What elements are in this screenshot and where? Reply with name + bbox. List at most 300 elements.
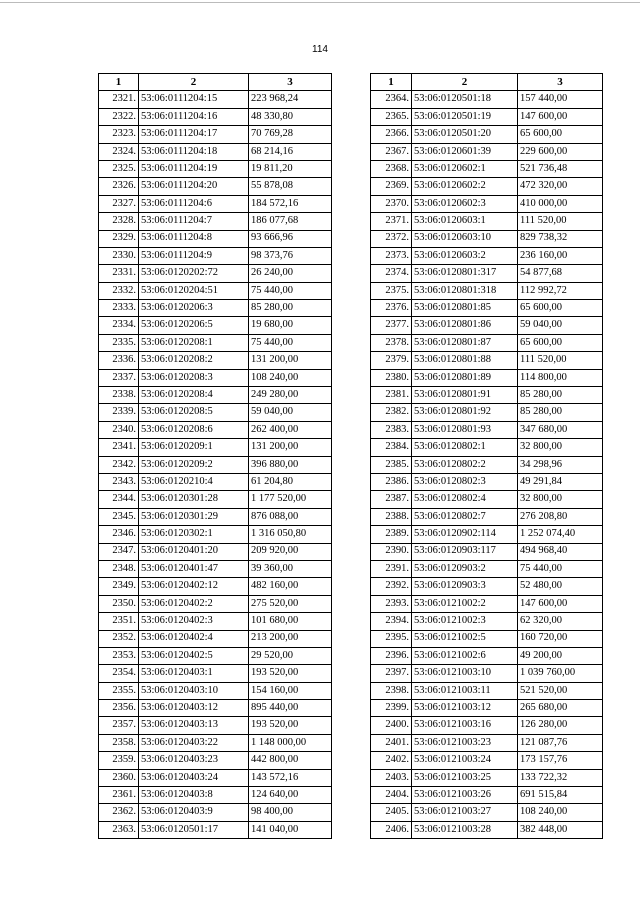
table-row xyxy=(99,473,332,490)
cell-value: 186 077,68 xyxy=(249,213,332,230)
cell-cadastral-number: 53:06:0120301:29 xyxy=(139,508,249,525)
cell-row-number: 2337. xyxy=(99,369,139,386)
cell-row-number: 2343. xyxy=(99,473,139,490)
cell-row-number: 2360. xyxy=(99,769,139,786)
cell-cadastral-number: 53:06:0120208:1 xyxy=(139,334,249,351)
table-row xyxy=(99,108,332,125)
cell-cadastral-number: 53:06:0120209:2 xyxy=(139,456,249,473)
table-row xyxy=(371,213,603,230)
table-row xyxy=(99,282,332,299)
cell-value: 275 520,00 xyxy=(249,595,332,612)
cell-value: 98 373,76 xyxy=(249,247,332,264)
table-row xyxy=(371,178,603,195)
cell-value: 193 520,00 xyxy=(249,717,332,734)
cell-cadastral-number: 53:06:0120401:20 xyxy=(139,543,249,560)
cell-value: 111 520,00 xyxy=(518,213,603,230)
table-body-right xyxy=(371,91,603,839)
cell-row-number: 2368. xyxy=(371,160,412,177)
cell-row-number: 2370. xyxy=(371,195,412,212)
cell-row-number: 2383. xyxy=(371,421,412,438)
cell-value: 101 680,00 xyxy=(249,613,332,630)
cell-cadastral-number: 53:06:0120603:2 xyxy=(412,247,518,264)
cell-cadastral-number: 53:06:0120208:3 xyxy=(139,369,249,386)
cell-row-number: 2395. xyxy=(371,630,412,647)
cell-value: 121 087,76 xyxy=(518,734,603,751)
cell-row-number: 2390. xyxy=(371,543,412,560)
cell-row-number: 2362. xyxy=(99,804,139,821)
cell-cadastral-number: 53:06:0120403:13 xyxy=(139,717,249,734)
cell-row-number: 2354. xyxy=(99,665,139,682)
cell-value: 895 440,00 xyxy=(249,700,332,717)
cell-cadastral-number: 53:06:0120801:88 xyxy=(412,352,518,369)
cell-row-number: 2406. xyxy=(371,821,412,838)
cell-cadastral-number: 53:06:0120501:20 xyxy=(412,126,518,143)
cell-row-number: 2365. xyxy=(371,108,412,125)
cell-cadastral-number: 53:06:0121003:26 xyxy=(412,787,518,804)
cell-row-number: 2378. xyxy=(371,334,412,351)
table-row xyxy=(99,369,332,386)
cell-row-number: 2385. xyxy=(371,456,412,473)
cell-cadastral-number: 53:06:0111204:17 xyxy=(139,126,249,143)
cell-row-number: 2401. xyxy=(371,734,412,751)
cell-cadastral-number: 53:06:0120501:18 xyxy=(412,91,518,108)
cell-value: 173 157,76 xyxy=(518,752,603,769)
table-row xyxy=(371,282,603,299)
table-row xyxy=(99,352,332,369)
table-row xyxy=(99,769,332,786)
register-table-right xyxy=(370,73,603,839)
cell-row-number: 2384. xyxy=(371,439,412,456)
table-row xyxy=(99,560,332,577)
cell-row-number: 2404. xyxy=(371,787,412,804)
cell-row-number: 2394. xyxy=(371,613,412,630)
cell-value: 68 214,16 xyxy=(249,143,332,160)
cell-value: 193 520,00 xyxy=(249,665,332,682)
table-row xyxy=(99,213,332,230)
cell-value: 85 280,00 xyxy=(518,404,603,421)
table-row xyxy=(371,769,603,786)
cell-row-number: 2387. xyxy=(371,491,412,508)
cell-row-number: 2386. xyxy=(371,473,412,490)
cell-value: 75 440,00 xyxy=(518,560,603,577)
cell-row-number: 2328. xyxy=(99,213,139,230)
cell-cadastral-number: 53:06:0120501:17 xyxy=(139,821,249,838)
cell-value: 65 600,00 xyxy=(518,126,603,143)
table-row xyxy=(371,404,603,421)
table-row xyxy=(99,647,332,664)
table-row xyxy=(371,752,603,769)
cell-cadastral-number: 53:06:0120403:1 xyxy=(139,665,249,682)
cell-value: 347 680,00 xyxy=(518,421,603,438)
cell-cadastral-number: 53:06:0120602:2 xyxy=(412,178,518,195)
cell-cadastral-number: 53:06:0120401:47 xyxy=(139,560,249,577)
cell-row-number: 2388. xyxy=(371,508,412,525)
cell-cadastral-number: 53:06:0121003:10 xyxy=(412,665,518,682)
table-row xyxy=(371,804,603,821)
cell-row-number: 2405. xyxy=(371,804,412,821)
cell-value: 147 600,00 xyxy=(518,108,603,125)
table-row xyxy=(371,595,603,612)
table-row xyxy=(371,352,603,369)
cell-row-number: 2331. xyxy=(99,265,139,282)
cell-cadastral-number: 53:06:0120301:28 xyxy=(139,491,249,508)
cell-value: 157 440,00 xyxy=(518,91,603,108)
cell-cadastral-number: 53:06:0120403:24 xyxy=(139,769,249,786)
table-row xyxy=(371,265,603,282)
cell-cadastral-number: 53:06:0120801:93 xyxy=(412,421,518,438)
cell-row-number: 2341. xyxy=(99,439,139,456)
cell-value: 93 666,96 xyxy=(249,230,332,247)
cell-value: 184 572,16 xyxy=(249,195,332,212)
cell-cadastral-number: 53:06:0120403:8 xyxy=(139,787,249,804)
table-row xyxy=(371,526,603,543)
cell-value: 19 811,20 xyxy=(249,160,332,177)
cell-cadastral-number: 53:06:0120202:72 xyxy=(139,265,249,282)
cell-row-number: 2363. xyxy=(99,821,139,838)
table-row xyxy=(99,543,332,560)
cell-row-number: 2381. xyxy=(371,387,412,404)
header-col-cadastral: 2 xyxy=(412,74,518,91)
table-row xyxy=(371,560,603,577)
cell-cadastral-number: 53:06:0120208:2 xyxy=(139,352,249,369)
cell-value: 691 515,84 xyxy=(518,787,603,804)
cell-value: 521 520,00 xyxy=(518,682,603,699)
header-col-value: 3 xyxy=(518,74,603,91)
table-row xyxy=(99,160,332,177)
header-col-cadastral: 2 xyxy=(139,74,249,91)
cell-value: 49 200,00 xyxy=(518,647,603,664)
table-row xyxy=(371,108,603,125)
header-row xyxy=(99,74,332,91)
cell-row-number: 2338. xyxy=(99,387,139,404)
cell-cadastral-number: 53:06:0120403:12 xyxy=(139,700,249,717)
cell-value: 265 680,00 xyxy=(518,700,603,717)
cell-cadastral-number: 53:06:0120601:39 xyxy=(412,143,518,160)
table-row xyxy=(99,300,332,317)
table-row xyxy=(371,456,603,473)
cell-value: 160 720,00 xyxy=(518,630,603,647)
table-row xyxy=(99,265,332,282)
cell-cadastral-number: 53:06:0120903:3 xyxy=(412,578,518,595)
table-row xyxy=(371,317,603,334)
cell-value: 131 200,00 xyxy=(249,352,332,369)
table-row xyxy=(371,543,603,560)
cell-value: 876 088,00 xyxy=(249,508,332,525)
table-row xyxy=(371,421,603,438)
cell-value: 108 240,00 xyxy=(518,804,603,821)
table-row xyxy=(99,630,332,647)
cell-value: 59 040,00 xyxy=(518,317,603,334)
table-row xyxy=(99,456,332,473)
cell-value: 472 320,00 xyxy=(518,178,603,195)
cell-cadastral-number: 53:06:0120403:22 xyxy=(139,734,249,751)
cell-row-number: 2399. xyxy=(371,700,412,717)
table-row xyxy=(371,491,603,508)
cell-value: 75 440,00 xyxy=(249,282,332,299)
cell-value: 236 160,00 xyxy=(518,247,603,264)
cell-cadastral-number: 53:06:0120903:2 xyxy=(412,560,518,577)
cell-value: 829 738,32 xyxy=(518,230,603,247)
cell-cadastral-number: 53:06:0121003:12 xyxy=(412,700,518,717)
table-row xyxy=(99,700,332,717)
cell-cadastral-number: 53:06:0120801:317 xyxy=(412,265,518,282)
cell-value: 1 252 074,40 xyxy=(518,526,603,543)
register-table-left xyxy=(98,73,332,839)
table-row xyxy=(371,160,603,177)
cell-row-number: 2358. xyxy=(99,734,139,751)
cell-value: 143 572,16 xyxy=(249,769,332,786)
table-row xyxy=(371,647,603,664)
cell-row-number: 2376. xyxy=(371,300,412,317)
cell-row-number: 2347. xyxy=(99,543,139,560)
table-row xyxy=(99,787,332,804)
cell-cadastral-number: 53:06:0111204:9 xyxy=(139,247,249,264)
table-row xyxy=(371,682,603,699)
cell-value: 521 736,48 xyxy=(518,160,603,177)
cell-row-number: 2396. xyxy=(371,647,412,664)
cell-row-number: 2382. xyxy=(371,404,412,421)
cell-row-number: 2364. xyxy=(371,91,412,108)
table-row xyxy=(99,247,332,264)
cell-value: 382 448,00 xyxy=(518,821,603,838)
cell-row-number: 2375. xyxy=(371,282,412,299)
cell-value: 114 800,00 xyxy=(518,369,603,386)
cell-value: 141 040,00 xyxy=(249,821,332,838)
cell-cadastral-number: 53:06:0121003:25 xyxy=(412,769,518,786)
table-row xyxy=(371,787,603,804)
table-row xyxy=(371,734,603,751)
cell-value: 442 800,00 xyxy=(249,752,332,769)
cell-value: 61 204,80 xyxy=(249,473,332,490)
cell-value: 112 992,72 xyxy=(518,282,603,299)
table-row xyxy=(371,126,603,143)
cell-cadastral-number: 53:06:0120208:4 xyxy=(139,387,249,404)
table-row xyxy=(99,665,332,682)
cell-value: 98 400,00 xyxy=(249,804,332,821)
cell-value: 213 200,00 xyxy=(249,630,332,647)
scan-edge-line xyxy=(0,2,640,3)
cell-cadastral-number: 53:06:0121002:5 xyxy=(412,630,518,647)
cell-row-number: 2349. xyxy=(99,578,139,595)
table-row xyxy=(99,91,332,108)
table-row xyxy=(99,439,332,456)
cell-value: 482 160,00 xyxy=(249,578,332,595)
table-row xyxy=(99,404,332,421)
cell-value: 124 640,00 xyxy=(249,787,332,804)
cell-row-number: 2355. xyxy=(99,682,139,699)
table-row xyxy=(371,195,603,212)
cell-row-number: 2356. xyxy=(99,700,139,717)
cell-row-number: 2369. xyxy=(371,178,412,195)
cell-cadastral-number: 53:06:0120801:86 xyxy=(412,317,518,334)
cell-row-number: 2335. xyxy=(99,334,139,351)
cell-cadastral-number: 53:06:0120204:51 xyxy=(139,282,249,299)
cell-row-number: 2380. xyxy=(371,369,412,386)
table-row xyxy=(99,526,332,543)
cell-cadastral-number: 53:06:0120403:9 xyxy=(139,804,249,821)
cell-value: 26 240,00 xyxy=(249,265,332,282)
cell-value: 276 208,80 xyxy=(518,508,603,525)
cell-row-number: 2389. xyxy=(371,526,412,543)
cell-value: 49 291,84 xyxy=(518,473,603,490)
cell-value: 70 769,28 xyxy=(249,126,332,143)
table-row xyxy=(99,734,332,751)
cell-cadastral-number: 53:06:0120403:23 xyxy=(139,752,249,769)
cell-value: 133 722,32 xyxy=(518,769,603,786)
cell-row-number: 2324. xyxy=(99,143,139,160)
cell-cadastral-number: 53:06:0120602:3 xyxy=(412,195,518,212)
cell-row-number: 2353. xyxy=(99,647,139,664)
table-row xyxy=(99,752,332,769)
cell-cadastral-number: 53:06:0111204:16 xyxy=(139,108,249,125)
cell-value: 154 160,00 xyxy=(249,682,332,699)
cell-value: 85 280,00 xyxy=(249,300,332,317)
table-row xyxy=(99,387,332,404)
table-row xyxy=(99,578,332,595)
table-row xyxy=(371,230,603,247)
cell-row-number: 2392. xyxy=(371,578,412,595)
table-row xyxy=(371,578,603,595)
table-row xyxy=(371,439,603,456)
cell-cadastral-number: 53:06:0120903:117 xyxy=(412,543,518,560)
table-row xyxy=(99,682,332,699)
cell-value: 494 968,40 xyxy=(518,543,603,560)
cell-cadastral-number: 53:06:0120302:1 xyxy=(139,526,249,543)
cell-cadastral-number: 53:06:0121003:28 xyxy=(412,821,518,838)
cell-cadastral-number: 53:06:0120801:87 xyxy=(412,334,518,351)
cell-row-number: 2373. xyxy=(371,247,412,264)
cell-value: 85 280,00 xyxy=(518,387,603,404)
cell-cadastral-number: 53:06:0121003:27 xyxy=(412,804,518,821)
cell-cadastral-number: 53:06:0120802:3 xyxy=(412,473,518,490)
cell-value: 410 000,00 xyxy=(518,195,603,212)
cell-row-number: 2391. xyxy=(371,560,412,577)
cell-cadastral-number: 53:06:0120603:1 xyxy=(412,213,518,230)
cell-value: 65 600,00 xyxy=(518,334,603,351)
cell-row-number: 2325. xyxy=(99,160,139,177)
cell-cadastral-number: 53:06:0120402:2 xyxy=(139,595,249,612)
cell-value: 262 400,00 xyxy=(249,421,332,438)
table-row xyxy=(99,195,332,212)
cell-value: 147 600,00 xyxy=(518,595,603,612)
table-row xyxy=(99,126,332,143)
table-row xyxy=(99,178,332,195)
cell-value: 32 800,00 xyxy=(518,439,603,456)
cell-row-number: 2333. xyxy=(99,300,139,317)
cell-cadastral-number: 53:06:0111204:19 xyxy=(139,160,249,177)
cell-row-number: 2393. xyxy=(371,595,412,612)
cell-row-number: 2371. xyxy=(371,213,412,230)
cell-row-number: 2329. xyxy=(99,230,139,247)
cell-value: 1 177 520,00 xyxy=(249,491,332,508)
cell-cadastral-number: 53:06:0121002:3 xyxy=(412,613,518,630)
cell-cadastral-number: 53:06:0111204:7 xyxy=(139,213,249,230)
table-row xyxy=(99,334,332,351)
table-row xyxy=(371,369,603,386)
page-number: 114 xyxy=(312,44,328,55)
table-row xyxy=(371,300,603,317)
cell-row-number: 2367. xyxy=(371,143,412,160)
cell-row-number: 2342. xyxy=(99,456,139,473)
cell-row-number: 2397. xyxy=(371,665,412,682)
header-row xyxy=(371,74,603,91)
cell-cadastral-number: 53:06:0121003:23 xyxy=(412,734,518,751)
cell-value: 209 920,00 xyxy=(249,543,332,560)
cell-value: 1 316 050,80 xyxy=(249,526,332,543)
cell-cadastral-number: 53:06:0120802:1 xyxy=(412,439,518,456)
cell-value: 249 280,00 xyxy=(249,387,332,404)
cell-cadastral-number: 53:06:0120210:4 xyxy=(139,473,249,490)
table-row xyxy=(99,491,332,508)
cell-value: 62 320,00 xyxy=(518,613,603,630)
table-row xyxy=(371,821,603,838)
cell-row-number: 2346. xyxy=(99,526,139,543)
cell-row-number: 2374. xyxy=(371,265,412,282)
cell-value: 1 148 000,00 xyxy=(249,734,332,751)
cell-value: 39 360,00 xyxy=(249,560,332,577)
cell-cadastral-number: 53:06:0120801:91 xyxy=(412,387,518,404)
cell-cadastral-number: 53:06:0120802:2 xyxy=(412,456,518,473)
cell-cadastral-number: 53:06:0120209:1 xyxy=(139,439,249,456)
cell-row-number: 2326. xyxy=(99,178,139,195)
cell-row-number: 2336. xyxy=(99,352,139,369)
cell-value: 19 680,00 xyxy=(249,317,332,334)
cell-row-number: 2327. xyxy=(99,195,139,212)
cell-value: 111 520,00 xyxy=(518,352,603,369)
table-row xyxy=(99,143,332,160)
cell-row-number: 2345. xyxy=(99,508,139,525)
cell-cadastral-number: 53:06:0121002:6 xyxy=(412,647,518,664)
cell-row-number: 2357. xyxy=(99,717,139,734)
table-row xyxy=(371,630,603,647)
table-row xyxy=(99,717,332,734)
cell-row-number: 2340. xyxy=(99,421,139,438)
cell-value: 52 480,00 xyxy=(518,578,603,595)
cell-cadastral-number: 53:06:0120208:5 xyxy=(139,404,249,421)
cell-row-number: 2334. xyxy=(99,317,139,334)
cell-row-number: 2322. xyxy=(99,108,139,125)
cell-value: 48 330,80 xyxy=(249,108,332,125)
cell-cadastral-number: 53:06:0120206:3 xyxy=(139,300,249,317)
table-row xyxy=(371,334,603,351)
cell-value: 1 039 760,00 xyxy=(518,665,603,682)
cell-cadastral-number: 53:06:0111204:15 xyxy=(139,91,249,108)
cell-value: 59 040,00 xyxy=(249,404,332,421)
table-row xyxy=(371,247,603,264)
cell-cadastral-number: 53:06:0120801:89 xyxy=(412,369,518,386)
cell-cadastral-number: 53:06:0120902:114 xyxy=(412,526,518,543)
cell-cadastral-number: 53:06:0121003:24 xyxy=(412,752,518,769)
table-row xyxy=(99,613,332,630)
cell-cadastral-number: 53:06:0120801:318 xyxy=(412,282,518,299)
table-row xyxy=(371,143,603,160)
cell-row-number: 2321. xyxy=(99,91,139,108)
cell-cadastral-number: 53:06:0111204:18 xyxy=(139,143,249,160)
cell-row-number: 2339. xyxy=(99,404,139,421)
cell-value: 396 880,00 xyxy=(249,456,332,473)
table-row xyxy=(371,613,603,630)
cell-row-number: 2332. xyxy=(99,282,139,299)
table-body-left xyxy=(99,91,332,839)
table-row xyxy=(99,317,332,334)
header-col-number: 1 xyxy=(371,74,412,91)
table-row xyxy=(99,595,332,612)
table-row xyxy=(371,700,603,717)
cell-value: 75 440,00 xyxy=(249,334,332,351)
cell-row-number: 2361. xyxy=(99,787,139,804)
cell-cadastral-number: 53:06:0120402:12 xyxy=(139,578,249,595)
cell-value: 34 298,96 xyxy=(518,456,603,473)
